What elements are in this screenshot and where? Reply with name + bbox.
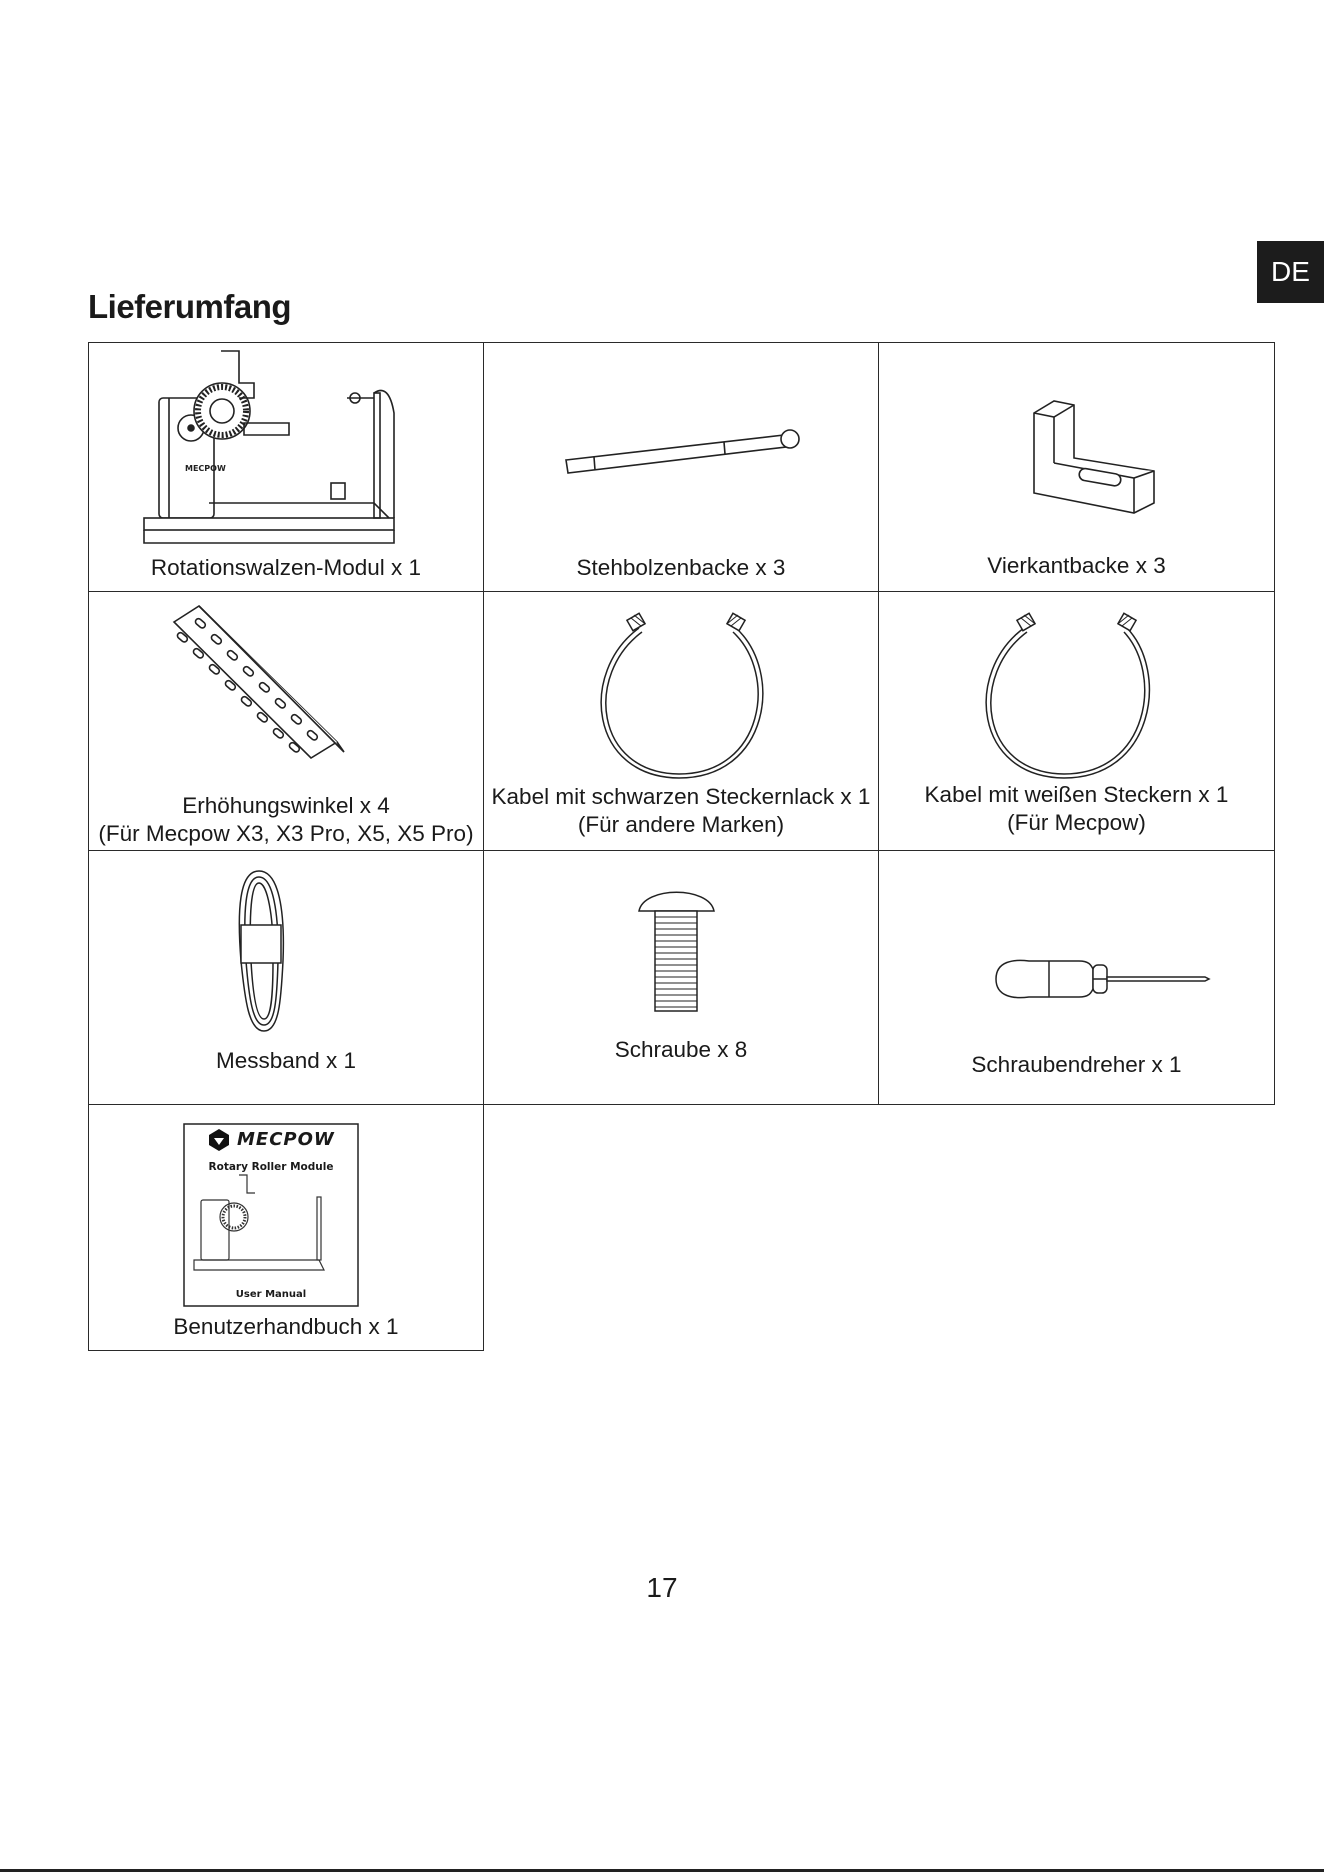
item-label: Benutzerhandbuch x 1 [173, 1314, 399, 1339]
item-label: Stehbolzenbacke x 3 [576, 555, 786, 580]
item-cell-square-jaw [878, 342, 1275, 592]
item-cell-riser-bracket [88, 591, 484, 851]
svg-text:MECPOW: MECPOW [185, 464, 226, 473]
item-note: (Für Mecpow X3, X3 Pro, X5, X5 Pro) [98, 821, 474, 846]
item-label: Messband x 1 [215, 1048, 357, 1073]
item-note: (Für Mecpow) [1007, 810, 1146, 835]
item-cell-screw [483, 850, 879, 1105]
manual-brand: MECPOW [237, 1129, 335, 1150]
item-label: Schraubendreher x 1 [971, 1052, 1182, 1077]
language-tab: DE [1257, 241, 1324, 303]
page-number: 17 [646, 1572, 678, 1603]
screw-icon [484, 851, 880, 1106]
item-cell-stud-jaw [483, 342, 879, 592]
item-label: Kabel mit weißen Steckern x 1 [924, 782, 1229, 807]
item-label: Schraube x 8 [614, 1037, 748, 1062]
item-label: Rotationswalzen-Modul x 1 [150, 555, 422, 580]
item-cell-cable-white [878, 591, 1275, 851]
item-cell-cable-black [483, 591, 879, 851]
item-cell-screwdriver [878, 850, 1275, 1105]
item-note: (Für andere Marken) [577, 812, 785, 837]
manual-product: Rotary Roller Module [208, 1161, 334, 1173]
item-label: Erhöhungswinkel x 4 [182, 793, 390, 818]
item-cell-rotary-module [88, 342, 484, 592]
section-title: Lieferumfang [88, 288, 292, 325]
manual-footer: User Manual [235, 1289, 307, 1300]
item-label: Vierkantbacke x 3 [987, 553, 1166, 578]
item-cell-tape-measure [88, 850, 484, 1105]
item-label: Kabel mit schwarzen Steckernlack x 1 [491, 784, 871, 809]
item-cell-user-manual [88, 1104, 484, 1351]
